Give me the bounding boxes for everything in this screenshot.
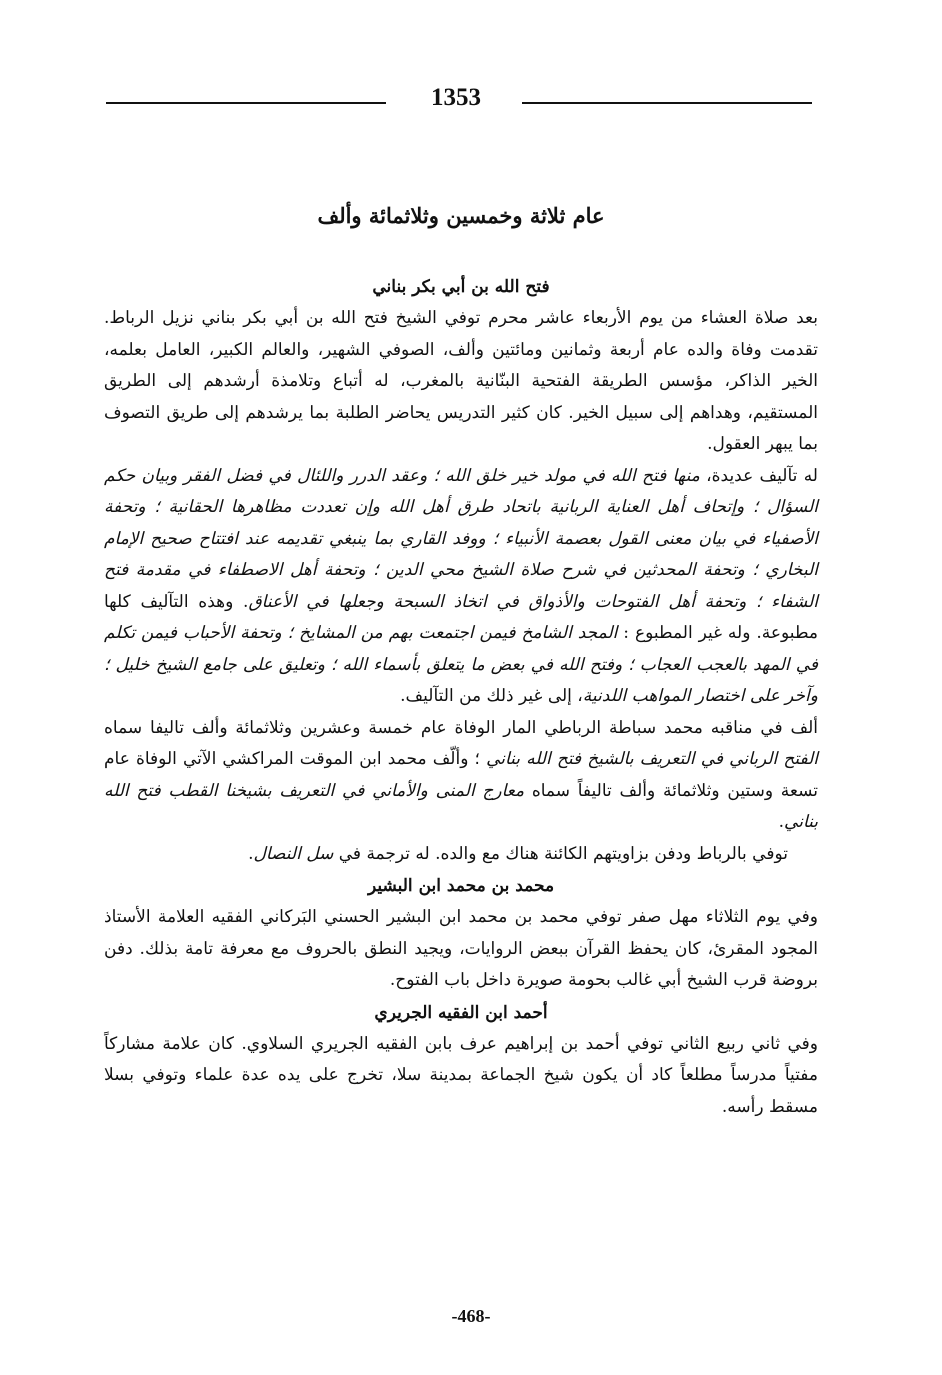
page-number-bottom: -468- [451, 1306, 491, 1326]
works-middle: . وهذه التآليف كلها مطبوعة. وله غير المطبوع : [104, 591, 818, 643]
page-content [104, 196, 818, 1123]
paragraph-burial [104, 839, 818, 871]
manaqib-text-c: . [778, 812, 785, 832]
paragraph-manaqib [104, 713, 818, 839]
paragraph-works [104, 461, 818, 713]
burial-text: توفي بالرباط ودفن بزاويتهم الكائنة هناك مع والده. له ترجمة في [333, 843, 788, 864]
burial-source-title: سل النصال [253, 843, 334, 864]
manaqib-text-b: ؛ وألّف محمد ابن الموقت المراكشي الآتي الوفاة عام تسعة وستين وثلاثمائة وألف تاليفاً سماه [104, 749, 819, 801]
section-heading-jariri: أحمد ابن الفقيه الجريري [374, 1002, 548, 1023]
works-printed-list: منها فتح الله في مولد خير خلق الله ؛ وعقد الدرر واللئال في فضل الفقر وبيان حكم السؤال ؛ وإتحاف أهل العناية الربانية باتحاد طرق أهل الله وإن تعددت مظاهرها الحقانية ؛ وتحفة الأصفياء في بيان معنى القول بعصمة الأنبياء ؛ ووفد القاري بما ينبغي تقديمه عند افتتاح صحيح الإمام البخاري ؛ وتحفة المحدثين في شرح صلاة الشيخ محي الدين ؛ وتحفة أهل الاصطفاء في مقدمة فتح الشفاء ؛ وتحفة أهل الفتوحات والأذواق في اتخاذ السبحة وجعلها في الأعناق [104, 465, 818, 612]
works-end: ، إلى غير ذلك من التآليف. [400, 686, 583, 706]
page-header [100, 82, 812, 122]
paragraph-ibn-albashir: وفي يوم الثلاثاء مهل صفر توفي محمد بن محمد ابن البشير الحسني البَركاني الفقيه العلامة الأستاذ المجود المقرئ، كان يحفظ القرآن ببعض الروايات، ويجيد النطق بالحروف مع معرفة تامة بذلك. دفن بروضة قرب الشيخ أبي غالب بحومة صويرة داخل باب الفتوح. [104, 907, 818, 990]
paragraph-biography: بعد صلاة العشاء من يوم الأربعاء عاشر محرم توفي الشيخ فتح الله بن أبي بكر بناني نزيل الرباط. تقدمت وفاة والده عام أربعة وثمانين ومائتين وألف، الصوفي الشهير، والعالم الكبير، العامل بعلمه، الخير الذاكر، مؤسس الطريقة الفتحية البنّانية بالمغرب، له أتباع وتلامذة أرشدهم إلى الطريق المستقيم، وهداهم إلى سبيل الخير. كان كثير التدريس يحاضر الطلبة بما يرشدهم إلى طريق التصوف بما يبهر العقول. [104, 308, 818, 454]
page-number-top: 1353 [431, 84, 481, 111]
works-lead: له تآليف عديدة، [699, 465, 818, 486]
manaqib-text-a: ألف في مناقبه محمد سباطة الرباطي المار الوفاة عام خمسة وعشرين وثلاثمائة وألف تاليفا سماه [104, 717, 818, 738]
header-rule-right [522, 102, 812, 104]
paragraph-jariri: وفي ثاني ربيع الثاني توفي أحمد بن إبراهيم عرف بابن الفقيه الجريري السلاوي. كان علامة مشاركاً مفتياً مدرساً مطلعاً كاد أن يكون شيخ الجماعة بمدينة سلا، تخرج على يده عدة علماء وتوفي بسلا مسقط رأسه. [104, 1033, 818, 1117]
burial-end: . [248, 843, 254, 864]
year-title: عام ثلاثة وخمسين وثلاثمائة وألف [317, 203, 605, 228]
section-heading-ibn-albashir: محمد بن محمد ابن البشير [367, 876, 555, 896]
manaqib-title-2: معارج المنى والأماني في التعريف بشيخنا القطب فتح الله بناني [104, 780, 818, 832]
section-heading-fathallah: فتح الله بن أبي بكر بناني [372, 277, 550, 297]
works-unprinted-list: المجد الشامخ فيمن اجتمعت بهم من المشايخ ؛ وتحفة الأحباب فيمن تكلم في المهد بالعجب العجاب ؛ وفتح الله في بعض ما يتعلق بأسماء الله ؛ وتعليق على جامع الشيخ خليل ؛ وآخر على اختصار المواهب اللدنية [104, 623, 818, 706]
manaqib-title-1: الفتح الرباني في التعريف بالشيخ فتح الله بناني [486, 749, 818, 769]
